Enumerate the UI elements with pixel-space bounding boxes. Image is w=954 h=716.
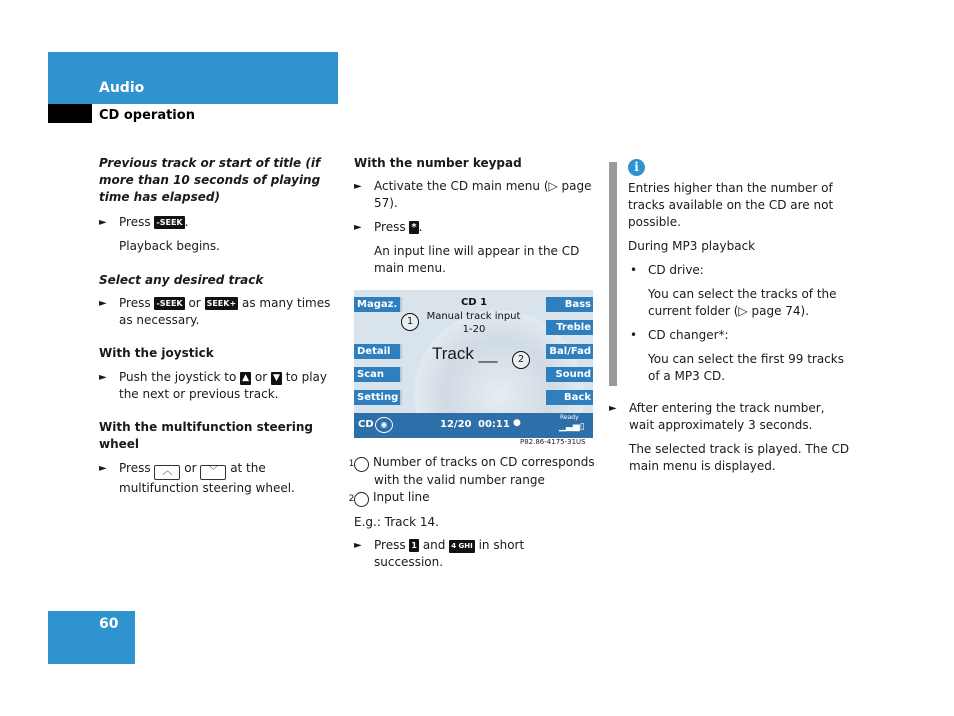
- step-joystick: ► Push the joystick to ▲ or ▼ to play the next or previous track.: [99, 370, 328, 401]
- status-track: 12/20: [440, 419, 472, 430]
- callout-1: 1: [401, 309, 419, 331]
- legend-item-2: 2 Input line: [354, 489, 596, 507]
- screen-status-bar: [354, 413, 593, 438]
- page-number-band: [48, 611, 135, 664]
- column-2-lower: [348, 454, 596, 571]
- record-icon: ●: [513, 418, 521, 428]
- callout-2: 2: [512, 347, 530, 369]
- down-arrow-key: ▼: [272, 373, 280, 383]
- step-wait: ► After entering the track number, wait approximately 3 seconds.: [609, 401, 825, 432]
- info-icon: i: [628, 159, 645, 176]
- seek-plus-key: SEEK+: [206, 299, 237, 308]
- step-press-seek-repeat: ► Press -SEEK or SEEK+ as many times as necessary.: [99, 296, 331, 327]
- heading-joystick: With the joystick: [99, 346, 214, 360]
- bullet-cd-drive: • CD drive:: [630, 263, 704, 277]
- section-marker: [48, 104, 92, 123]
- screen-button-treble: Treble: [546, 320, 593, 335]
- screen-button-setting: Setting: [354, 390, 402, 405]
- screen-range: 1-20: [462, 324, 486, 335]
- screen-button-balfad: Bal/Fad: [546, 344, 593, 359]
- header-band: [48, 52, 338, 104]
- seek-minus-key: -SEEK: [156, 218, 183, 227]
- arrow-bullet-icon: ►: [354, 181, 362, 192]
- step-press-1-4: ► Press 1 and 4 GHI in short succession.: [354, 538, 525, 569]
- subsection-title: CD operation: [99, 108, 195, 123]
- page-number: 60: [99, 616, 119, 632]
- bullet-dot-icon: •: [630, 328, 638, 342]
- screen-track-line: Track __: [432, 344, 498, 363]
- section-title: Audio: [99, 80, 145, 96]
- screen-manual-input: Manual track input: [426, 311, 521, 322]
- result-track-played: The selected track is played. The CD main menu is displayed.: [629, 442, 850, 473]
- arrow-bullet-icon: ►: [99, 298, 107, 309]
- seek-minus-key: -SEEK: [156, 299, 183, 308]
- arrow-bullet-icon: ►: [99, 217, 107, 228]
- cd-drive-text: You can select the tracks of the current folder (▷ page 74).: [648, 287, 837, 318]
- key-4-ghi: 4 GHI: [449, 540, 475, 553]
- arrow-bullet-icon: ►: [99, 463, 107, 474]
- figure-caption: P82.86-4175-31US: [520, 438, 586, 446]
- screen-button-scan: Scan: [354, 367, 402, 382]
- bullet-cd-changer: • CD changer*:: [630, 328, 729, 342]
- heading-select-track: Select any desired track: [99, 273, 264, 287]
- mp3-intro: During MP3 playback: [628, 239, 756, 253]
- column-1: [99, 155, 339, 497]
- arrow-bullet-icon: ►: [354, 222, 362, 233]
- column-3: [628, 180, 850, 385]
- cd-changer-text: You can select the first 99 tracks of a MP3 CD.: [648, 352, 844, 383]
- heading-steering-wheel: With the multifunction steering wheel: [99, 420, 313, 451]
- screen-button-back: Back: [546, 390, 593, 405]
- status-time: 00:11: [478, 419, 510, 430]
- key-1: 1: [411, 541, 417, 550]
- star-key: *: [411, 222, 417, 233]
- arrow-bullet-icon: ►: [354, 540, 362, 551]
- screen-button-sound: Sound: [546, 367, 593, 382]
- result-input-line: An input line will appear in the CD main menu.: [374, 244, 580, 275]
- example-text: E.g.: Track 14.: [354, 515, 439, 529]
- step-press-star: ► Press * .: [354, 220, 423, 234]
- status-source: CD: [358, 419, 374, 430]
- cd-menu-screen: [354, 290, 593, 438]
- screen-cd-label: CD 1: [460, 297, 488, 308]
- heading-previous-track: Previous track or start of title (if more than 10 seconds of playing time has elapsed): [99, 156, 321, 204]
- screen-button-detail: Detail: [354, 344, 402, 359]
- signal-icon: ▁▃▅▯: [559, 422, 585, 432]
- step-press-seek: ► Press -SEEK .: [99, 215, 189, 229]
- heading-number-keypad: With the number keypad: [354, 156, 522, 170]
- bullet-dot-icon: •: [630, 263, 638, 277]
- step-steering-wheel: ► Press ︿ or ﹀ at the multifunction steering wheel.: [99, 461, 295, 495]
- cd-icon: ◉: [375, 417, 393, 433]
- result-text: Playback begins.: [119, 239, 220, 253]
- screen-button-bass: Bass: [546, 297, 593, 312]
- arrow-bullet-icon: ►: [99, 372, 107, 383]
- up-arrow-key: ▲: [242, 373, 250, 383]
- screen-button-magaz: Magaz.: [354, 297, 402, 312]
- chevron-up-icon: ︿: [154, 465, 180, 480]
- column-2: [354, 155, 596, 277]
- chevron-down-icon: ﹀: [200, 465, 226, 480]
- step-activate-menu: ► Activate the CD main menu (▷ page 57).: [354, 179, 592, 210]
- info-sidebar-bar: [609, 162, 617, 386]
- column-3-lower: [609, 400, 850, 475]
- legend-item-1: 1 Number of tracks on CD corresponds with the valid number range: [348, 455, 595, 487]
- status-ready: Ready: [560, 414, 579, 421]
- info-paragraph: Entries higher than the number of tracks available on the CD are not possible.: [628, 181, 834, 229]
- arrow-bullet-icon: ►: [609, 403, 617, 414]
